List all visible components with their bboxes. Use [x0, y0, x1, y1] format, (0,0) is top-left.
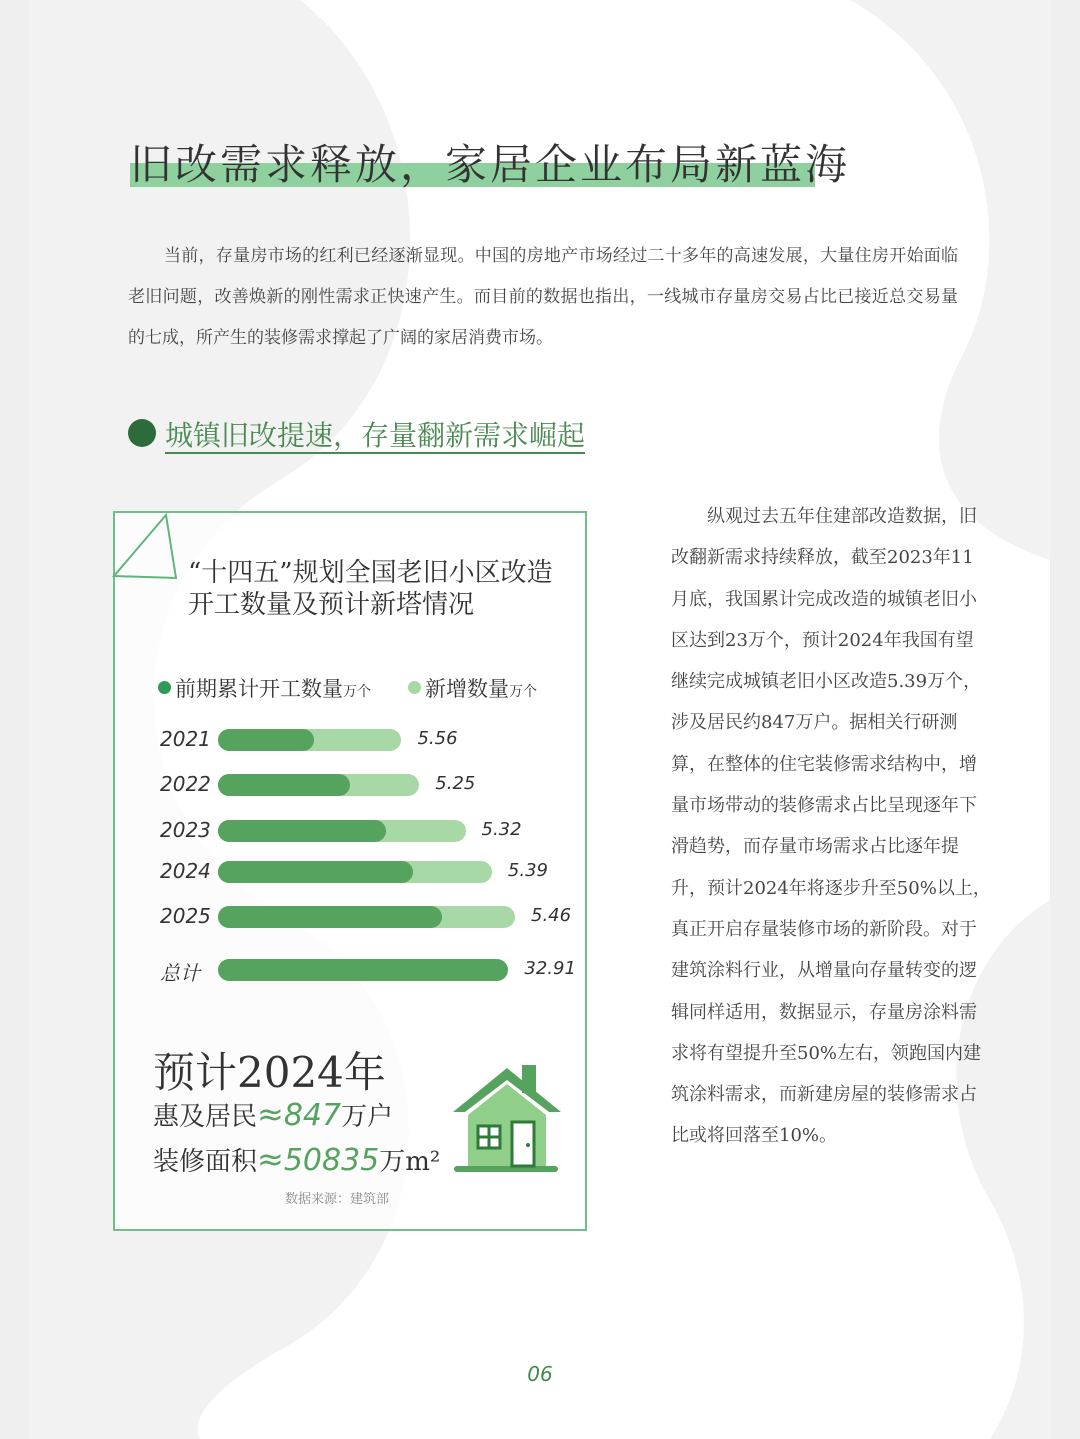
side-paragraph: 纵观过去五年住建部改造数据，旧改翻新需求持续释放，截至2023年11月底，我国累计完成改造的城镇老旧小区达到23万个，预计2024年我国有望继续完成城镇老旧小区改造5.39万个，涉及居民约847万户。据相关行研测算，在整体的住宅装修需求结构中，增量市场带动的装修需求占比呈现逐年下滑趋势，而存量市场需求占比逐年提升，预计2024年将逐步升至50%以上，真正开启存量装修市场的新阶段。对于建筑涂料行业，从增量向存量转变的逻辑同样适用，数据显示，存量房涂料需求将有望提升至50%左右，领跑国内建筑涂料需求，而新建房屋的装修需求占比或将回落至10%。 [671, 506, 991, 1147]
bar-cumulative-segment [218, 906, 442, 928]
section-title: 城镇旧改提速，存量翻新需求崛起 [165, 419, 586, 452]
forecast-area-label: 装修面积 [153, 1147, 258, 1177]
forecast-residents-value: 847 [283, 1098, 342, 1133]
forecast-residents [153, 1095, 393, 1133]
chart-title: “十四五”规划全国老旧小区改造 开工数量及预计新塔情况 [188, 558, 553, 620]
bar-category-label: 2024 [160, 859, 211, 883]
bar-cumulative-segment [218, 861, 413, 883]
legend-item-cumulative [158, 673, 371, 703]
forecast-area-unit: 万m² [379, 1147, 441, 1177]
bar-value-label: 5.25 [435, 773, 476, 794]
page [30, 0, 1050, 1439]
house-icon [450, 1060, 565, 1175]
forecast-residents-label: 惠及居民 [153, 1102, 258, 1132]
bar-value-label: 5.56 [417, 728, 458, 749]
approx-sign: ≈ [257, 1140, 284, 1178]
bar-value-label: 5.46 [531, 905, 572, 926]
bar-category-label: 2025 [160, 904, 211, 928]
legend-label: 前期累计开工数量 [175, 677, 343, 701]
bar-cumulative-segment [218, 959, 508, 981]
bar-cumulative-segment [218, 820, 386, 842]
forecast-area-value: 50835 [283, 1143, 380, 1178]
bar-cumulative-segment [218, 774, 350, 796]
legend-item-new [408, 673, 537, 703]
legend-unit: 万个 [343, 684, 371, 700]
bar-category-label: 2021 [160, 727, 211, 751]
legend-dot-light-icon [408, 681, 421, 694]
intro-paragraph: 当前，存量房市场的红利已经逐渐显现。中国的房地产市场经过二十多年的高速发展，大量住房开始面临老旧问题，改善焕新的刚性需求正快速产生。而目前的数据也指出，一线城市存量房交易占比已接近总交易量的七成，所产生的装修需求撑起了广阔的家居消费市场。 [128, 246, 958, 348]
forecast-area [153, 1140, 440, 1178]
bar-value-label: 5.32 [481, 819, 522, 840]
page-number: 06 [527, 1362, 553, 1386]
legend-dot-dark-icon [158, 681, 171, 694]
data-source: 数据来源：建筑部 [285, 1192, 390, 1207]
approx-sign: ≈ [257, 1095, 284, 1133]
bar-value-label: 32.91 [524, 958, 576, 979]
bar-category-label: 2023 [160, 818, 211, 842]
bar-cumulative-segment [218, 729, 314, 751]
page-title: 旧改需求释放，家居企业布局新蓝海 [130, 140, 851, 189]
legend-unit: 万个 [509, 684, 537, 700]
forecast-title: 预计2024年 [153, 1048, 386, 1097]
bar-category-label: 总计 [160, 961, 200, 985]
legend-label: 新增数量 [425, 677, 509, 701]
triangle-decoration-icon [110, 512, 180, 584]
bar-category-label: 2022 [160, 772, 211, 796]
section-bullet-icon [128, 419, 156, 447]
bar-value-label: 5.39 [507, 860, 548, 881]
forecast-residents-unit: 万户 [341, 1102, 394, 1132]
